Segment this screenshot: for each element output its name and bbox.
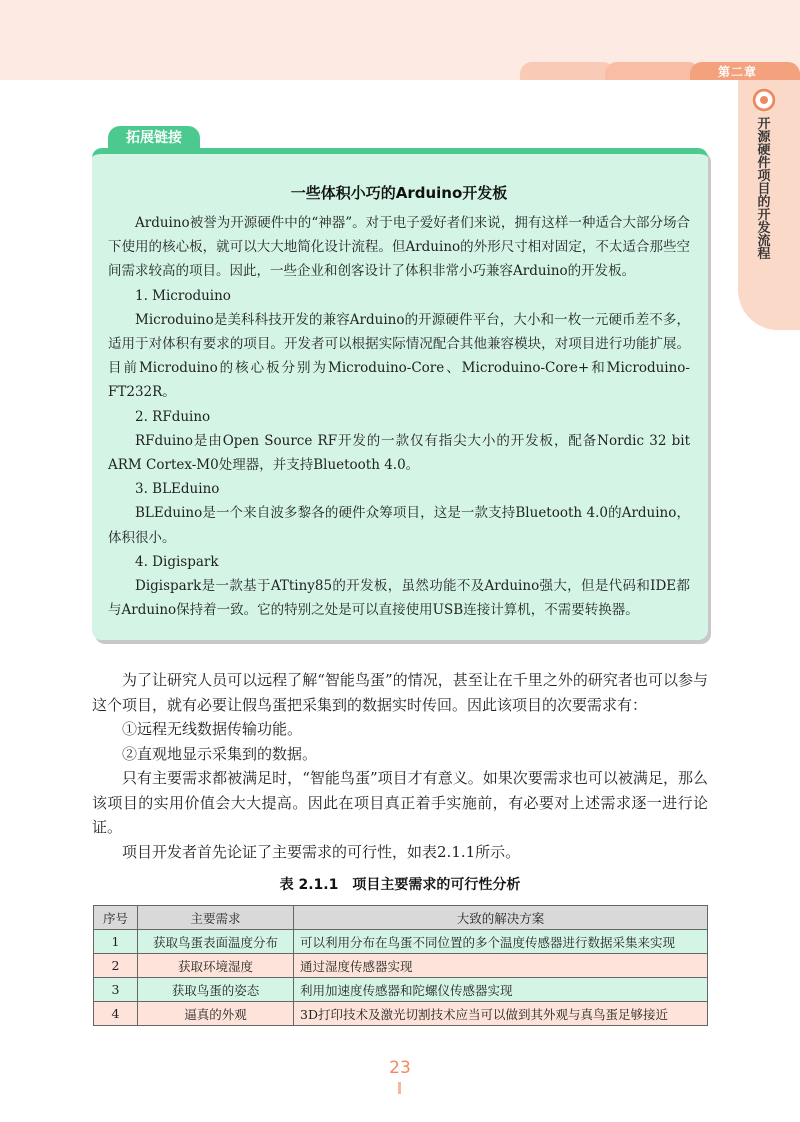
extension-item-text: RFduino是由Open Source RF开发的一款仅有指尖大小的开发板，配备Nordic 32 bit ARM Cortex-M0处理器，并支持Bluetooth 4.0。 bbox=[108, 432, 690, 474]
table-cell: 逼真的外观 bbox=[138, 1002, 294, 1026]
table-cell: 3 bbox=[94, 978, 138, 1002]
table-cell: 获取鸟蛋的姿态 bbox=[138, 978, 294, 1002]
table-caption: 表 2.1.1 项目主要需求的可行性分析 bbox=[279, 877, 521, 893]
extension-item-heading: 3. BLEduino bbox=[135, 481, 220, 498]
page-number: 23 bbox=[389, 1058, 411, 1078]
table-cell: 1 bbox=[94, 930, 138, 954]
body-paragraph: 为了让研究人员可以远程了解“智能鸟蛋”的情况，甚至让在千里之外的研究者也可以参与这个项目，就有必要让假鸟蛋把采集到的数据实时传回。因此该项目的次要需求有： bbox=[92, 671, 708, 714]
extension-item-text: BLEduino是一个来自波多黎各的硬件众筹项目，这是一款支持Bluetooth 4.0的Arduino，体积很小。 bbox=[108, 505, 690, 546]
extension-intro: Arduino被誉为开源硬件中的“神器”。对于电子爱好者们来说，拥有这样一种适合大部分场合下使用的核心板，就可以大大地简化设计流程。但Arduino的外形尺寸相对固定，不太适合那些空间需求较高的项目。因此，一些企业和创客设计了体积非常小巧兼容Arduino的开发板。 bbox=[108, 215, 690, 280]
extension-item-heading: 1. Microduino bbox=[135, 287, 231, 304]
extension-title: 一些体积小巧的Arduino开发板 bbox=[290, 184, 508, 202]
table-cell: 4 bbox=[94, 1002, 138, 1026]
chapter-label: 第二章 bbox=[718, 65, 758, 79]
chapter-tab-shape bbox=[605, 62, 700, 80]
table-row bbox=[94, 1002, 708, 1026]
table-cell: 获取环境湿度 bbox=[138, 954, 294, 978]
page-number-mark bbox=[398, 1082, 401, 1094]
table-cell: 获取鸟蛋表面温度分布 bbox=[138, 930, 294, 954]
side-chapter-title: 开源硬件项目的开发流程 bbox=[757, 117, 771, 262]
table-header-row bbox=[94, 906, 708, 930]
extension-tag: 拓展链接 bbox=[108, 126, 200, 150]
table-row bbox=[94, 954, 708, 978]
table-header-cell: 大致的解决方案 bbox=[294, 906, 708, 930]
table-cell: 通过湿度传感器实现 bbox=[294, 954, 708, 978]
table-cell: 2 bbox=[94, 954, 138, 978]
magnifier-icon bbox=[752, 88, 776, 112]
table-cell: 3D打印技术及激光切割技术应当可以做到其外观与真鸟蛋足够接近 bbox=[294, 1002, 708, 1026]
body-paragraph: 只有主要需求都被满足时，“智能鸟蛋”项目才有意义。如果次要需求也可以被满足，那么该项目的实用价值会大大提高。因此在项目真正着手实施前，有必要对上述需求逐一进行论证。 bbox=[92, 769, 708, 836]
chapter-tab-shape bbox=[520, 62, 615, 80]
feasibility-table bbox=[93, 905, 708, 1026]
body-paragraph: 项目开发者首先论证了主要需求的可行性，如表2.1.1所示。 bbox=[122, 842, 521, 861]
extension-item-text: Digispark是一款基于ATtiny85的开发板，虽然功能不及Arduino强大，但是代码和IDE都与Arduino保持着一致。它的特别之处是可以直接使用USB连接计算机，不需要转换器。 bbox=[108, 578, 690, 619]
table-row bbox=[94, 978, 708, 1002]
body-text bbox=[92, 668, 708, 864]
table-cell: 利用加速度传感器和陀螺仪传感器实现 bbox=[294, 978, 708, 1002]
extension-item-heading: 2. RFduino bbox=[135, 408, 211, 425]
extension-item-heading: 4. Digispark bbox=[135, 553, 219, 570]
table-header-cell: 序号 bbox=[94, 906, 138, 930]
extension-item-text: Microduino是美科科技开发的兼容Arduino的开源硬件平台，大小和一枚一元硬币差不多，适用于对体积有要求的项目。开发者可以根据实际情况配合其他兼容模块，对项目进行功能扩展。目前Microduino的核心板分别为Microduino-Core、Microduino-Core+和Microduino-FT232R。 bbox=[108, 311, 690, 401]
body-list-item: ②直观地显示采集到的数据。 bbox=[122, 744, 318, 763]
table-cell: 可以利用分布在鸟蛋不同位置的多个温度传感器进行数据采集来实现 bbox=[294, 930, 708, 954]
table-header-cell: 主要需求 bbox=[138, 906, 294, 930]
extension-box bbox=[92, 148, 708, 640]
table-row bbox=[94, 930, 708, 954]
body-list-item: ①远程无线数据传输功能。 bbox=[122, 720, 303, 738]
